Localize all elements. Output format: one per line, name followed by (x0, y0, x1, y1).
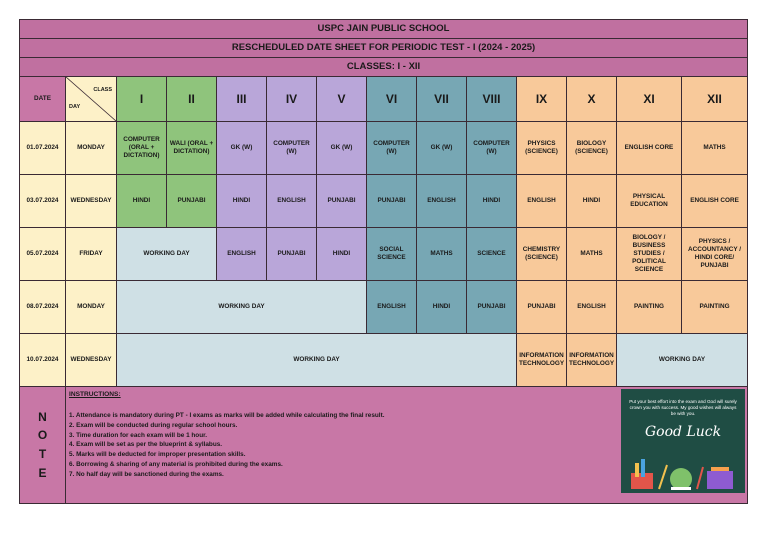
instruction-item: 1. Attendance is mandatory during PT - I exams as marks will be added while calculating the final result. (69, 412, 385, 420)
table-row (20, 122, 748, 175)
subject-cell: HINDI (417, 281, 467, 334)
subject-cell: MATHS (567, 228, 617, 281)
good-luck-card (621, 389, 745, 493)
instruction-item: 3. Time duration for each exam will be 1 hour. (69, 431, 208, 439)
class-header-iv: IV (267, 77, 317, 122)
instruction-item: 6. Borrowing & sharing of any material is prohibited during the exams. (69, 460, 283, 468)
subject-cell: PUNJABI (317, 175, 367, 228)
class-header-viii: VIII (467, 77, 517, 122)
date-cell: 05.07.2024 (20, 228, 66, 281)
table-row (20, 228, 748, 281)
subject-cell: PUNJABI (467, 281, 517, 334)
class-label: CLASS (93, 87, 112, 93)
class-header-x: X (567, 77, 617, 122)
school-name: USPC JAIN PUBLIC SCHOOL (20, 20, 748, 39)
date-sheet-table (19, 19, 748, 504)
subject-cell: ENGLISH CORE (617, 122, 682, 175)
instructions-panel (66, 387, 748, 504)
note-letter: T (38, 447, 47, 461)
subject-cell: COMPUTER (W) (367, 122, 417, 175)
subject-cell: PUNJABI (367, 175, 417, 228)
subject-cell: COMPUTER (W) (467, 122, 517, 175)
day-cell: MONDAY (66, 122, 117, 175)
stationery-illustration (621, 449, 745, 493)
class-header-xii: XII (682, 77, 748, 122)
note-row (20, 387, 748, 504)
date-cell: 10.07.2024 (20, 334, 66, 387)
class-header-i: I (117, 77, 167, 122)
day-label: DAY (69, 104, 81, 111)
note-label (20, 387, 66, 504)
subject-cell: PUNJABI (167, 175, 217, 228)
subject-cell: WALI (ORAL + DICTATION) (167, 122, 217, 175)
subject-cell: PUNJABI (267, 228, 317, 281)
subject-cell: MATHS (417, 228, 467, 281)
class-header-ix: IX (517, 77, 567, 122)
subject-cell: ENGLISH (367, 281, 417, 334)
subject-cell: INFORMATION TECHNOLOGY (517, 334, 567, 387)
note-letter: E (38, 465, 47, 480)
class-header-ii: II (167, 77, 217, 122)
diagonal-divider (66, 77, 116, 121)
instruction-item: 2. Exam will be conducted during regular school hours. (69, 421, 238, 429)
table-row (20, 175, 748, 228)
class-header-vi: VI (367, 77, 417, 122)
subject-cell: BIOLOGY (SCIENCE) (567, 122, 617, 175)
day-cell: WEDNESDAY (66, 175, 117, 228)
classes-title: CLASSES: I - XII (20, 58, 748, 77)
working-day-cell: WORKING DAY (117, 334, 517, 387)
sheet-title: RESCHEDULED DATE SHEET FOR PERIODIC TEST - I (2024 - 2025) (20, 39, 748, 58)
day-cell: MONDAY (66, 281, 117, 334)
table-row (20, 334, 748, 387)
subject-cell: PHYSICS (SCIENCE) (517, 122, 567, 175)
day-cell: FRIDAY (66, 228, 117, 281)
working-day-cell: WORKING DAY (617, 334, 748, 387)
subject-cell: PHYSICS / ACCOUNTANCY / HINDI CORE/ PUNJABI (682, 228, 748, 281)
subject-cell: HINDI (217, 175, 267, 228)
note-letter: N (38, 409, 47, 424)
working-day-cell: WORKING DAY (117, 281, 367, 334)
subject-cell: HINDI (467, 175, 517, 228)
good-luck-message: Put your best effort into the exam and God will surely crown you with success. My good wishes will always be with you. (629, 399, 737, 417)
class-header-iii: III (217, 77, 267, 122)
subject-cell: SCIENCE (467, 228, 517, 281)
subject-cell: PHYSICAL EDUCATION (617, 175, 682, 228)
subject-cell: SOCIAL SCIENCE (367, 228, 417, 281)
instructions-heading: INSTRUCTIONS: (69, 391, 121, 398)
subject-cell: PUNJABI (517, 281, 567, 334)
subject-cell: ENGLISH (517, 175, 567, 228)
subject-cell: COMPUTER (ORAL + DICTATION) (117, 122, 167, 175)
subject-cell: ENGLISH (267, 175, 317, 228)
working-day-cell: WORKING DAY (117, 228, 217, 281)
subject-cell: PAINTING (682, 281, 748, 334)
date-cell: 03.07.2024 (20, 175, 66, 228)
table-row (20, 281, 748, 334)
subject-cell: INFORMATION TECHNOLOGY (567, 334, 617, 387)
subject-cell: ENGLISH (217, 228, 267, 281)
date-cell: 08.07.2024 (20, 281, 66, 334)
subject-cell: ENGLISH (417, 175, 467, 228)
class-header-v: V (317, 77, 367, 122)
good-luck-greeting: Good Luck (644, 423, 722, 440)
class-header-vii: VII (417, 77, 467, 122)
subject-cell: ENGLISH CORE (682, 175, 748, 228)
subject-cell: GK (W) (217, 122, 267, 175)
instruction-item: 5. Marks will be deducted for improper presentation skills. (69, 451, 246, 459)
subject-cell: MATHS (682, 122, 748, 175)
subject-cell: ENGLISH (567, 281, 617, 334)
date-header: DATE (20, 77, 66, 122)
instruction-item: 4. Exam will be set as per the blueprint & syllabus. (69, 441, 223, 449)
instruction-item: 7. No half day will be sanctioned during the exams. (69, 470, 224, 478)
subject-cell: HINDI (117, 175, 167, 228)
subject-cell: HINDI (567, 175, 617, 228)
note-letter: O (37, 428, 48, 443)
date-cell: 01.07.2024 (20, 122, 66, 175)
header-row (20, 77, 748, 122)
day-cell: WEDNESDAY (66, 334, 117, 387)
subject-cell: CHEMISTRY (SCIENCE) (517, 228, 567, 281)
class-header-xi: XI (617, 77, 682, 122)
class-day-header (66, 77, 117, 122)
subject-cell: COMPUTER (W) (267, 122, 317, 175)
subject-cell: GK (W) (417, 122, 467, 175)
subject-cell: HINDI (317, 228, 367, 281)
subject-cell: GK (W) (317, 122, 367, 175)
subject-cell: BIOLOGY / BUSINESS STUDIES / POLITICAL SCIENCE (617, 228, 682, 281)
subject-cell: PAINTING (617, 281, 682, 334)
